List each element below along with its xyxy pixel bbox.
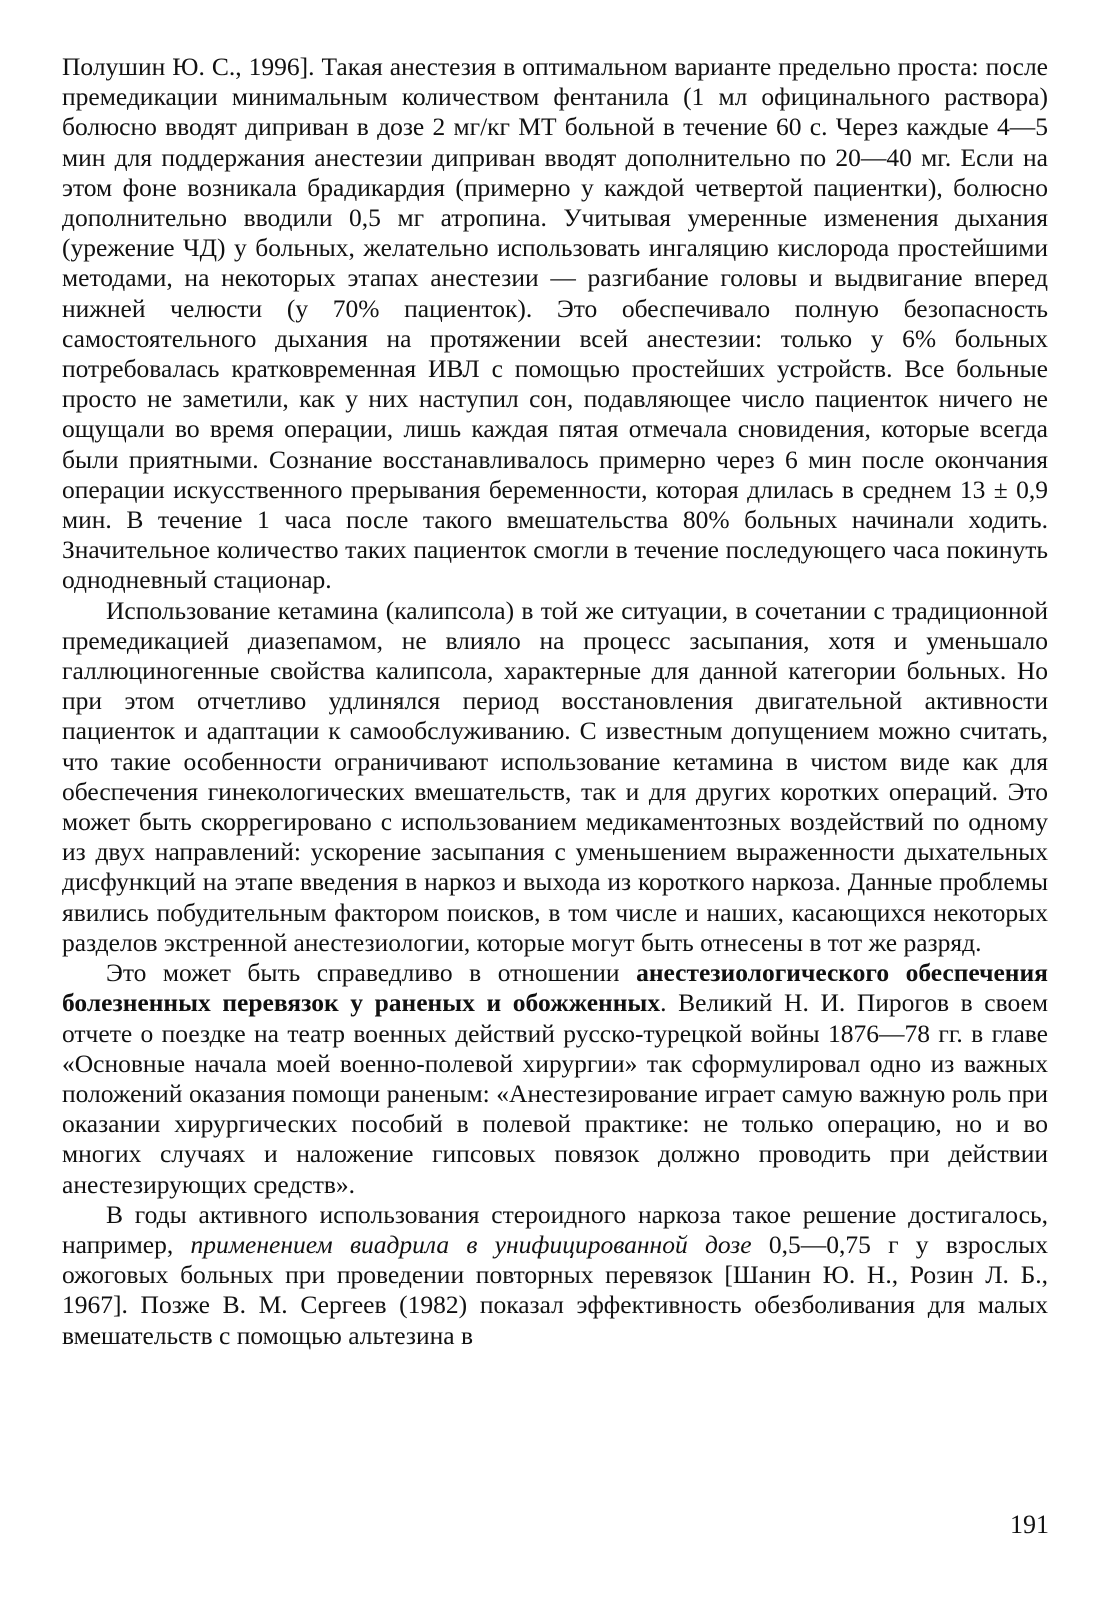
page-body bbox=[62, 52, 1048, 1552]
paragraph-3-text-start: Это может быть справедливо в отношении bbox=[106, 958, 637, 988]
paragraph-1 bbox=[62, 52, 1048, 596]
paragraph-4 bbox=[62, 1200, 1048, 1351]
paragraph-3-bold-term: анестезиологического обеспечения болезненных перевязок у раненых и обожженных bbox=[62, 958, 1048, 1018]
paragraph-2 bbox=[62, 596, 1048, 958]
paragraph-4-text-end: 0,5—0,75 г у взрослых ожоговых больных при проведении повторных перевязок [Шанин Ю. Н., Розин Л. Б., 1967]. Позже В. М. Сергеев (1982) показал эффективность обезболивания для малых вмешательств с помощью альтезина в bbox=[62, 1229, 1048, 1350]
paragraph-3 bbox=[62, 958, 1048, 1200]
paragraph-3-text-end: . Великий Н. И. Пирогов в своем отчете о поездке на театр военных действий русско-турецкой войны 1876—78 гг. в главе «Основные начала моей военно-полевой хирургии» так сформулировал одно из важных положений оказания помощи раненым: «Анестезирование играет самую важную роль при оказании хирургических пособий в полевой практике: не только операцию, но и во многих случаях и наложение гипсовых повязок должно проводить при действии анестезирующих средств». bbox=[62, 988, 1048, 1199]
paragraph-4-italic-term: применением виадрила в унифицированной дозе bbox=[190, 1229, 752, 1259]
paragraph-2-text: Использование кетамина (калипсола) в той же ситуации, в сочетании с традиционной премедикацией диазепамом, не влияло на процесс засыпания, хотя и уменьшало галлюциногенные свойства калипсола, характерные для данной категории больных. Но при этом отчетливо удлинялся период восстановления двигательной активности пациенток и адаптации к самообслуживанию. С известным допущением можно считать, что такие особенности ограничивают использование кетамина в чистом виде как для обеспечения гинекологических вмешательств, так и для других коротких операций. Это может быть скоррегировано с использованием медикаментозных воздействий по одному из двух направлений: ускорение засыпания с уменьшением выраженности дыхательных дисфункций на этапе введения в наркоз и выхода из короткого наркоза. Данные проблемы явились побудительным фактором поисков, в том числе и наших, касающихся некоторых разделов экстренной анестезиологии, которые могут быть отнесены в тот же разряд. bbox=[62, 595, 1048, 957]
page-number: 191 bbox=[1010, 1510, 1049, 1539]
paragraph-1-text: Полушин Ю. С., 1996]. Такая анестезия в оптимальном варианте предельно проста: после премедикации минимальным количеством фентанила (1 мл официнального раствора) болюсно вводят диприван в дозе 2 мг/кг МТ больной в течение 60 с. Через каждые 4—5 мин для поддержания анестезии диприван вводят дополнительно по 20—40 мг. Если на этом фоне возникала брадикардия (примерно у каждой четвертой пациентки), болюсно дополнительно вводили 0,5 мг атропина. Учитывая умеренные изменения дыхания (урежение ЧД) у больных, желательно использовать ингаляцию кислорода простейшими методами, на некоторых этапах анестезии — разгибание головы и выдвигание вперед нижней челюсти (у 70% пациенток). Это обеспечивало полную безопасность самостоятельного дыхания на протяжении всей анестезии: только у 6% больных потребовалась кратковременная ИВЛ с помощью простейших устройств. Все больные просто не заметили, как у них наступил сон, подавляющее число пациенток ничего не ощущали во время операции, лишь каждая пятая отмечала сновидения, которые всегда были приятными. Сознание восстанавливалось примерно через 6 мин после окончания операции искусственного прерывания беременности, которая длилась в среднем 13 ± 0,9 мин. В течение 1 часа после такого вмешательства 80% больных начинали ходить. Значительное количество таких пациенток смогли в течение последующего часа покинуть однодневный стационар. bbox=[62, 52, 1048, 595]
paragraph-4-text-start: В годы активного использования стероидного наркоза такое решение достигалось, например, bbox=[62, 1199, 1048, 1259]
